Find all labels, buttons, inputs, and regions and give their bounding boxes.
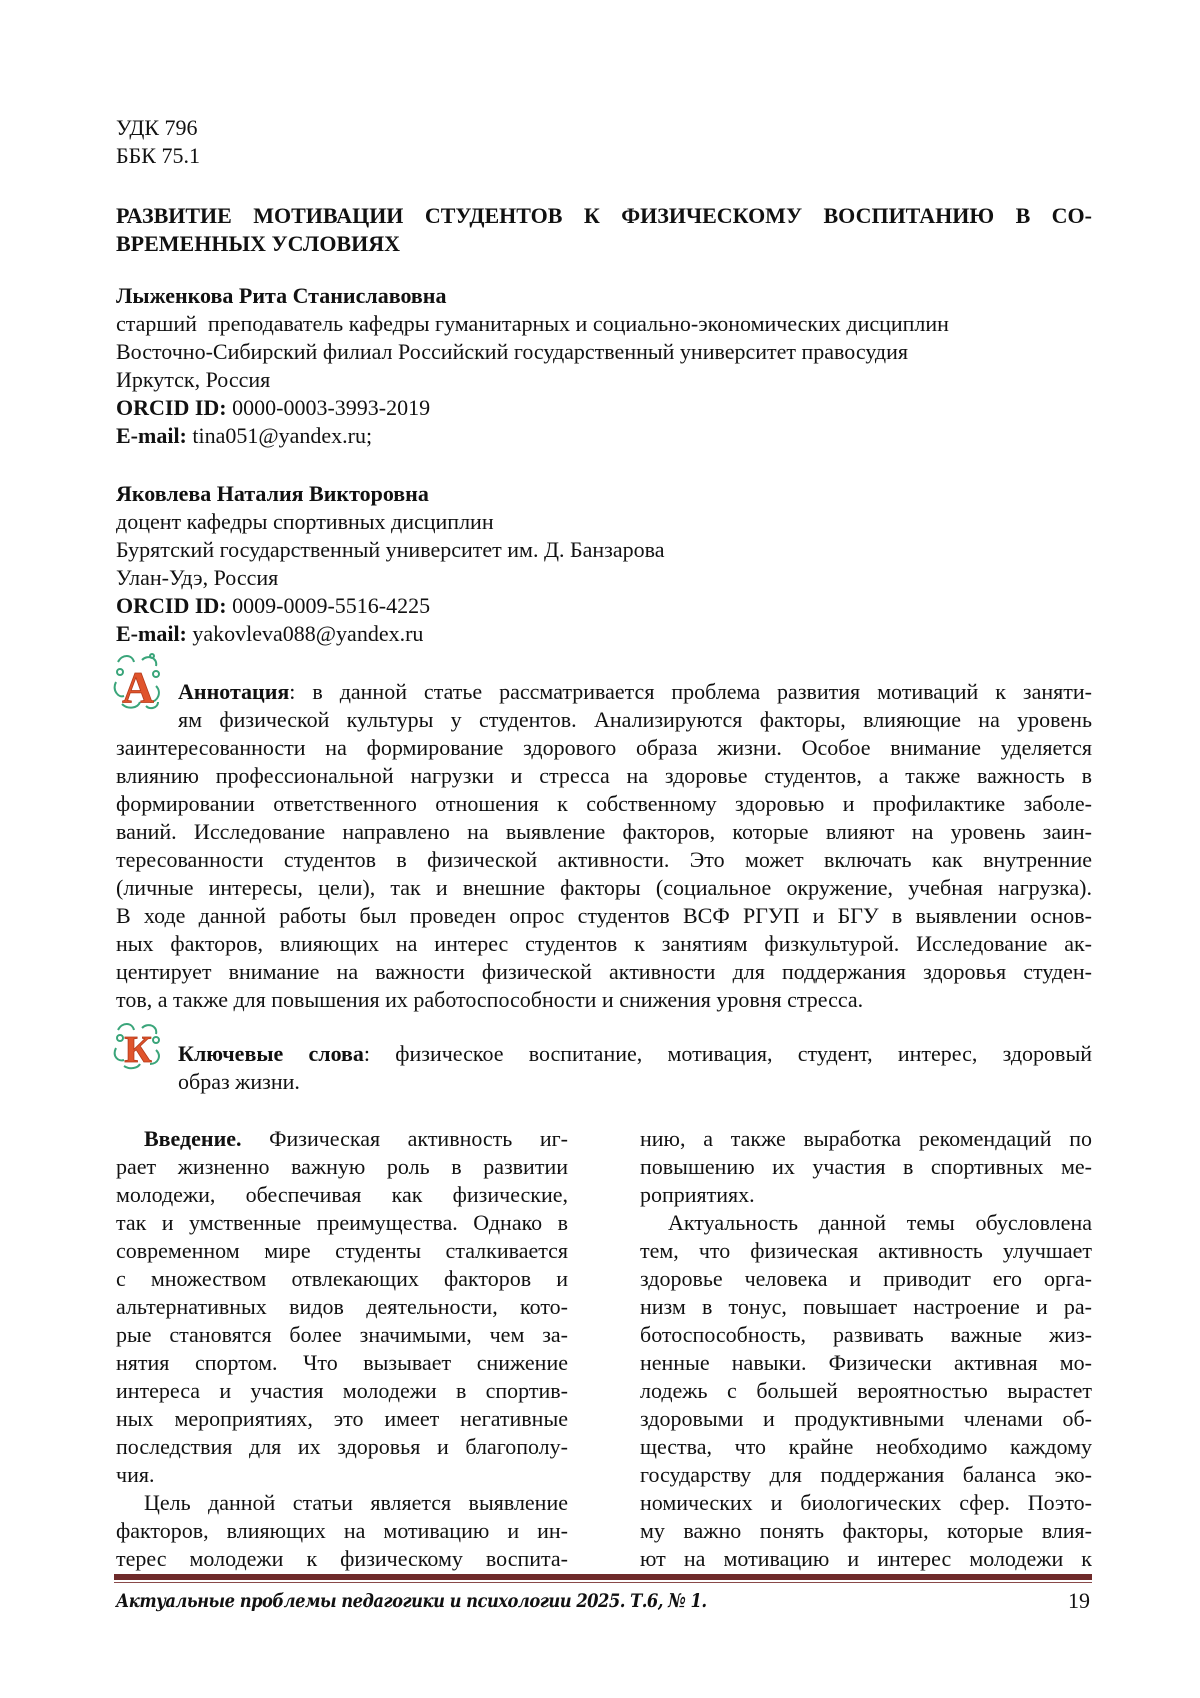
line-text: ботоспособность, развивать важные жиз- [640,1322,1092,1347]
text-line [640,1489,1092,1517]
annotation-block [116,678,1092,1014]
left-column [116,1125,568,1573]
text-line [116,790,1092,818]
author-position: старший преподаватель кафедры гуманитарных и социально-экономических дисциплин [116,310,949,338]
line-text: альтернативных видов деятельности, кото- [116,1294,568,1319]
line-text: тем, что физическая активность улучшает [640,1238,1092,1263]
line-text: лодежь с большей вероятностью вырастет [640,1378,1092,1403]
text-line [116,1209,568,1237]
footer-rule-thin [114,1582,1092,1583]
lead-label: Введение. [144,1126,242,1151]
line-text: повышению их участия в спортивных ме- [640,1154,1092,1179]
line-text: рает жизненно важную роль в развитии [116,1154,568,1179]
text-line [640,1545,1092,1573]
line-text: образ жизни. [178,1069,300,1094]
author-block-2 [116,480,664,648]
text-line [116,958,1092,986]
author-affiliation: Бурятский государственный университет им. Д. Банзарова [116,536,664,564]
line-text: заинтересованности на формирование здорового образа жизни. Особое внимание уделяется [116,735,1092,760]
line-text: здоровье человека и приводит его орга- [640,1266,1092,1291]
line-text: молодежи, обеспечивая как физические, [116,1182,568,1207]
paragraph [116,1125,568,1489]
text-line [116,1433,568,1461]
text-line [640,1321,1092,1349]
text-line [116,1545,568,1573]
line-text: : в данной статье рассматривается проблема развития мотиваций к заняти- [289,679,1092,704]
text-line [640,1461,1092,1489]
text-line [178,1068,1092,1096]
bbk-code: ББК 75.1 [116,142,200,170]
line-text: последствия для их здоровья и благополу- [116,1434,568,1459]
line-text: роприятиях. [640,1182,755,1207]
text-line [116,1265,568,1293]
author-block-1 [116,282,949,450]
line-text: му важно понять факторы, которые влия- [640,1518,1092,1543]
text-line [116,930,1092,958]
paragraph [640,1125,1092,1209]
orcid-label: ORCID ID: [116,395,227,420]
text-line [116,1461,568,1489]
right-column [640,1125,1092,1573]
text-line [116,874,1092,902]
line-text: ненные навыки. Физически активная мо- [640,1350,1092,1375]
line-text: терес молодежи к физическому воспита- [116,1546,568,1571]
paragraph [640,1209,1092,1573]
text-line [116,1321,568,1349]
text-line [116,1181,568,1209]
line-text: нятия спортом. Что вызывает снижение [116,1350,568,1375]
text-line [116,762,1092,790]
udk-code: УДК 796 [116,114,200,142]
paragraph [116,1489,568,1573]
line-text: ют на мотивацию и интерес молодежи к [640,1546,1092,1571]
text-line [144,1489,568,1517]
text-line [640,1377,1092,1405]
lead-label: Ключевые слова [178,1041,364,1066]
line-text: тов, а также для повышения их работоспособности и снижения уровня стресса. [116,987,863,1012]
text-line [640,1517,1092,1545]
text-line [116,1293,568,1321]
text-line [640,1153,1092,1181]
author-position: доцент кафедры спортивных дисциплин [116,508,664,536]
line-text: так и умственные преимущества. Однако в [116,1210,568,1235]
text-line [640,1265,1092,1293]
line-text: : физическое воспитание, мотивация, студент, интерес, здоровый [364,1041,1092,1066]
line-text: нию, а также выработка рекомендаций по [640,1126,1092,1151]
email-value: yakovleva088@yandex.ru [187,621,424,646]
text-line [178,706,1092,734]
text-line [640,1181,1092,1209]
line-text: формировании ответственного отношения к собственному здоровью и профилактике заболе- [116,791,1092,816]
line-text: факторов, влияющих на мотивацию и ин- [116,1518,568,1543]
text-line [640,1349,1092,1377]
svg-text:К: К [124,1029,152,1071]
line-text: ных факторов, влияющих на интерес студентов к занятиям физкультурой. Исследование ак- [116,931,1092,956]
author-affiliation: Восточно-Сибирский филиал Российский государственный университет правосудия [116,338,949,366]
line-text: интереса и участия молодежи в спортив- [116,1378,568,1403]
text-line [640,1293,1092,1321]
journal-citation: Актуальные проблемы педагогики и психологии 2025. Т.6, № 1. [116,1590,707,1612]
line-text: низм в тонус, повышает настроение и ра- [640,1294,1092,1319]
email-label: E-mail: [116,621,187,646]
svg-text:А: А [122,663,154,712]
text-line [116,986,1092,1014]
text-line [116,1237,568,1265]
text-line [116,1153,568,1181]
line-text: государству для поддержания баланса эко- [640,1462,1092,1487]
orcid-label: ORCID ID: [116,593,227,618]
text-line [668,1209,1092,1237]
text-line [178,1040,1092,1068]
line-text: рые становятся более значимыми, чем за- [116,1322,568,1347]
orcid-value: 0000-0003-3993-2019 [227,395,430,420]
line-text: тересованности студентов в физической активности. Это может включать как внутренние [116,847,1092,872]
page-number: 19 [1068,1588,1090,1614]
line-text: ваний. Исследование направлено на выявление факторов, которые влияют на уровень заин- [116,819,1092,844]
keywords-block [116,1040,1092,1096]
line-text: В ходе данной работы был проведен опрос студентов ВСФ РГУП и БГУ в выявлении основ- [116,903,1092,928]
line-text: с множеством отвлекающих факторов и [116,1266,568,1291]
text-line [144,1125,568,1153]
text-line [640,1125,1092,1153]
line-text: Физическая активность иг- [242,1126,568,1151]
title-line: ВРЕМЕННЫХ УСЛОВИЯХ [116,230,1092,258]
line-text: Цель данной статьи является выявление [144,1490,568,1515]
line-text: здоровыми и продуктивными членами об- [640,1406,1092,1431]
orcid-value: 0009-0009-5516-4225 [227,593,430,618]
line-text: Актуальность данной темы обусловлена [668,1210,1092,1235]
line-text: современном мире студенты сталкивается [116,1238,568,1263]
line-text: чия. [116,1462,154,1487]
text-line [640,1237,1092,1265]
author-name: Яковлева Наталия Викторовна [116,480,664,508]
text-line [640,1405,1092,1433]
author-city: Иркутск, Россия [116,366,949,394]
line-text: номических и биологических сфер. Поэто- [640,1490,1092,1515]
author-city: Улан-Удэ, Россия [116,564,664,592]
email-value: tina051@yandex.ru; [187,423,372,448]
text-line [116,734,1092,762]
text-line [178,678,1092,706]
text-line [116,1349,568,1377]
header-codes [116,114,200,170]
article-title [116,202,1092,258]
line-text: (личные интересы, цели), так и внешние факторы (социальное окружение, учебная нагрузка). [116,875,1092,900]
text-line [116,1517,568,1545]
text-line [116,1405,568,1433]
text-line [116,818,1092,846]
line-text: ных мероприятиях, это имеет негативные [116,1406,568,1431]
text-line [640,1433,1092,1461]
line-text: ям физической культуры у студентов. Анализируются факторы, влияющие на уровень [178,707,1092,732]
lead-label: Аннотация [178,679,289,704]
line-text: щества, что крайне необходимо каждому [640,1434,1092,1459]
author-name: Лыженкова Рита Станиславовна [116,282,949,310]
email-label: E-mail: [116,423,187,448]
footer-rule [114,1574,1092,1580]
title-line: РАЗВИТИЕ МОТИВАЦИИ СТУДЕНТОВ К ФИЗИЧЕСКОМУ ВОСПИТАНИЮ В СО- [116,202,1092,230]
line-text: центирует внимание на важности физической активности для поддержания здоровья студен- [116,959,1092,984]
text-line [116,1377,568,1405]
text-line [116,902,1092,930]
text-line [116,846,1092,874]
line-text: влиянию профессиональной нагрузки и стресса на здоровье студентов, а также важность в [116,763,1092,788]
